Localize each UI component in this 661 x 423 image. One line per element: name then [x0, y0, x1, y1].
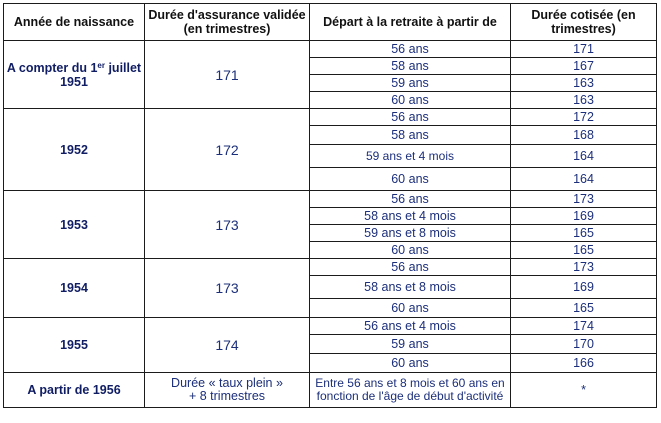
- retirement-age-cell: 60 ans: [310, 92, 511, 109]
- contribution-cell: 165: [511, 225, 657, 242]
- retirement-conditions-table: [3, 3, 657, 408]
- table-row: [4, 109, 657, 126]
- contribution-cell: 171: [511, 41, 657, 58]
- contribution-cell: 174: [511, 318, 657, 335]
- contribution-cell: 165: [511, 299, 657, 318]
- header-row: [4, 4, 657, 41]
- retirement-age-cell: 58 ans et 4 mois: [310, 208, 511, 225]
- contribution-cell: 173: [511, 259, 657, 276]
- birth-year-cell: 1954: [4, 259, 145, 318]
- retirement-age-cell: 60 ans: [310, 242, 511, 259]
- retirement-age-cell: 58 ans: [310, 58, 511, 75]
- table-row: [4, 259, 657, 276]
- insurance-duration-cell: 171: [145, 41, 310, 109]
- retirement-age-cell: 58 ans: [310, 126, 511, 145]
- contribution-cell: 165: [511, 242, 657, 259]
- contribution-cell: 164: [511, 168, 657, 191]
- insurance-duration-cell: 172: [145, 109, 310, 191]
- contribution-cell: 167: [511, 58, 657, 75]
- retirement-age-cell: 58 ans et 8 mois: [310, 276, 511, 299]
- contribution-cell: 169: [511, 276, 657, 299]
- birth-year-cell: A compter du 1er juillet 1951: [4, 41, 145, 109]
- contribution-cell: 173: [511, 191, 657, 208]
- retirement-age-cell: 56 ans: [310, 41, 511, 58]
- table-row-1956: [4, 373, 657, 408]
- contribution-cell: 172: [511, 109, 657, 126]
- contribution-cell: 168: [511, 126, 657, 145]
- birth-year-cell: 1952: [4, 109, 145, 191]
- retirement-age-cell: 60 ans: [310, 299, 511, 318]
- header-retirement-age: Départ à la retraite à partir de: [310, 4, 511, 41]
- header-birth-year: Année de naissance: [4, 4, 145, 41]
- contribution-cell: 163: [511, 75, 657, 92]
- retirement-age-cell: 56 ans: [310, 191, 511, 208]
- retirement-age-cell: 59 ans: [310, 335, 511, 354]
- insurance-duration-cell: 174: [145, 318, 310, 373]
- retirement-age-cell: Entre 56 ans et 8 mois et 60 ans en fonction de l'âge de début d'activité: [310, 373, 511, 408]
- contribution-cell: 163: [511, 92, 657, 109]
- retirement-age-cell: 56 ans: [310, 109, 511, 126]
- insurance-duration-cell: 173: [145, 259, 310, 318]
- table-row: [4, 191, 657, 208]
- contribution-cell: 164: [511, 145, 657, 168]
- birth-year-cell: A partir de 1956: [4, 373, 145, 408]
- retirement-age-cell: 59 ans et 8 mois: [310, 225, 511, 242]
- birth-year-cell: 1953: [4, 191, 145, 259]
- retirement-table-container: [3, 3, 656, 408]
- contribution-cell: 166: [511, 354, 657, 373]
- retirement-age-cell: 56 ans et 4 mois: [310, 318, 511, 335]
- contribution-cell: 169: [511, 208, 657, 225]
- retirement-age-cell: 59 ans: [310, 75, 511, 92]
- retirement-age-cell: 60 ans: [310, 354, 511, 373]
- header-insurance-duration: Durée d'assurance validée (en trimestres): [145, 4, 310, 41]
- retirement-age-cell: 59 ans et 4 mois: [310, 145, 511, 168]
- retirement-age-cell: 60 ans: [310, 168, 511, 191]
- contribution-cell: *: [511, 373, 657, 408]
- retirement-age-cell: 56 ans: [310, 259, 511, 276]
- insurance-duration-cell: 173: [145, 191, 310, 259]
- table-row: [4, 41, 657, 58]
- birth-year-cell: 1955: [4, 318, 145, 373]
- contribution-cell: 170: [511, 335, 657, 354]
- insurance-duration-cell: Durée « taux plein » + 8 trimestres: [145, 373, 310, 408]
- table-row: [4, 318, 657, 335]
- header-contribution-duration: Durée cotisée (en trimestres): [511, 4, 657, 41]
